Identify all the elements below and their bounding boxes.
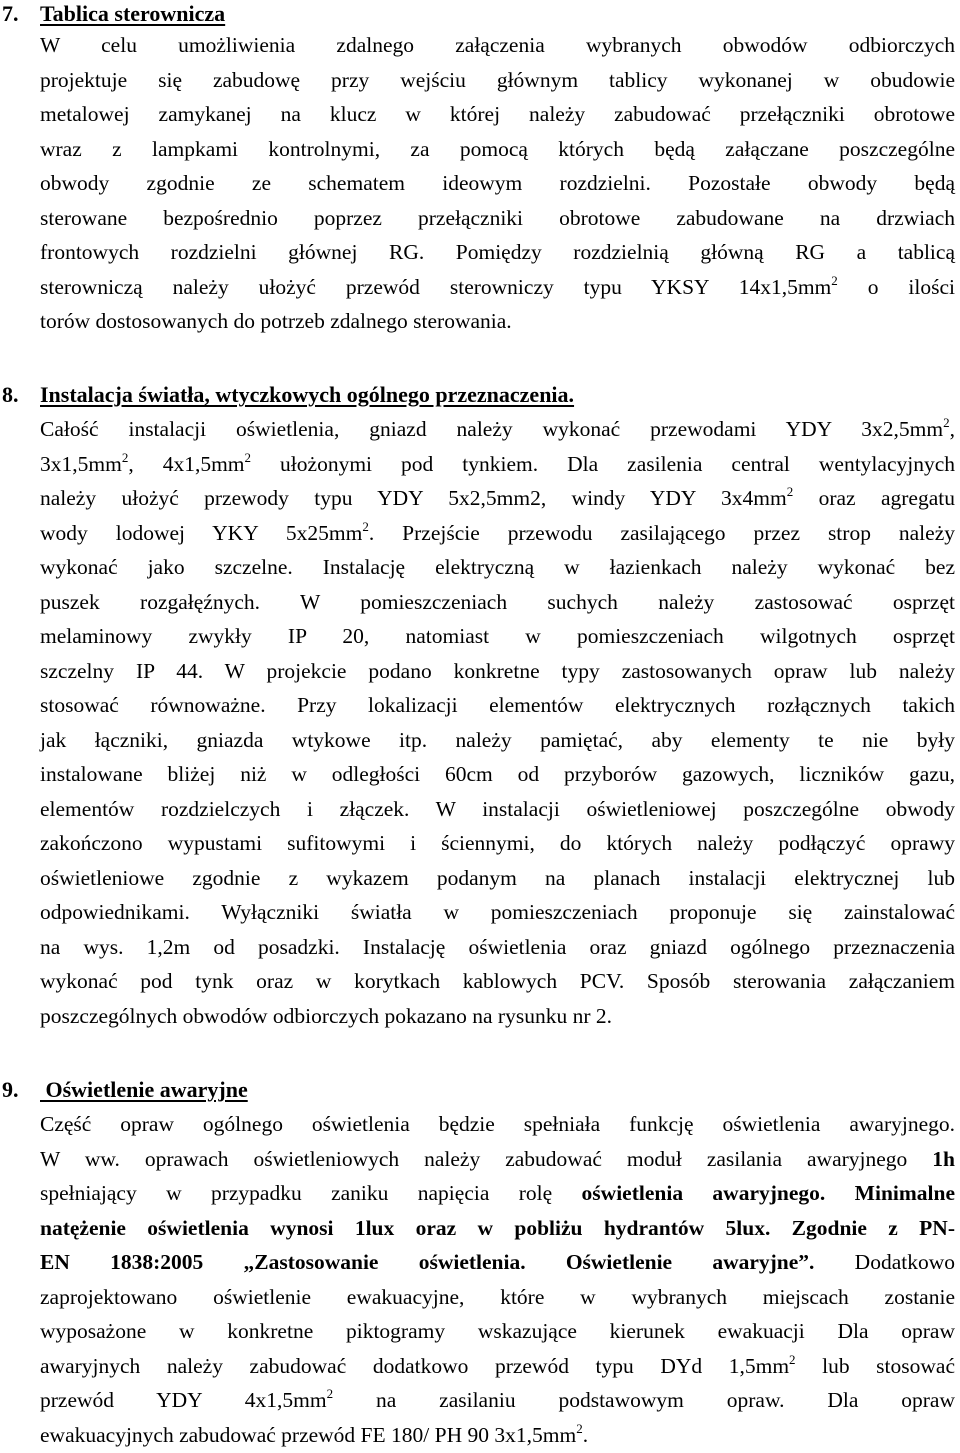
paragraph-line: wraz z lampkami kontrolnymi, za pomocą których będą załączane poszczególne (40, 136, 955, 161)
paragraph-line: W ww. oprawach oświetleniowych należy zabudować moduł zasilania awaryjnego 1h (40, 1146, 955, 1171)
paragraph-line: spełniający w przypadku zaniku napięcia rolę oświetlenia awaryjnego. Minimalne (40, 1181, 956, 1205)
paragraph-line: oświetleniowe zgodnie z wykazem podanym na planach instalacji elektrycznej lub (40, 865, 955, 890)
paragraph-line: sterowniczą należy ułożyć przewód sterowniczy typu YKSY $14x1,5mm^2$ o ilości (40, 272, 955, 299)
paragraph-line: zaprojektowano oświetlenie ewakuacyjne, które w wybranych miejscach zostanie (40, 1284, 955, 1309)
section-title: Instalacja światła, wtyczkowych ogólnego przeznaczenia. (40, 382, 575, 407)
paragraph-line: $3x1,5mm^2$, $4x1,5mm^2$ ułożonymi pod tynkiem. Dla zasilenia central wentylacyjnych (40, 449, 956, 476)
section-heading (0, 1077, 960, 1103)
paragraph-line: melaminowy zwykły IP 20, natomiast w pomieszczeniach wilgotnych osprzęt (40, 624, 955, 648)
section-number: 7. (2, 1, 19, 26)
section-number: 9. (2, 1077, 19, 1102)
paragraph-line: W celu umożliwienia zdalnego załączenia wybranych obwodów odbiorczych (40, 33, 955, 57)
section-body (40, 412, 955, 1033)
paragraph-line: obwody zgodnie ze schematem ideowym rozdzielni. Pozostałe obwody będą (40, 171, 955, 195)
paragraph-line: puszek rozgałęźnych. W pomieszczeniach suchych należy zastosować osprzęt (40, 589, 955, 614)
paragraph-line: metalowej zamykanej na klucz w której należy zabudować przełączniki obrotowe (40, 102, 955, 126)
section-body (40, 28, 955, 339)
paragraph-line: torów dostosowanych do potrzeb zdalnego sterowania. (40, 309, 512, 333)
paragraph-line: wyposażone w konkretne piktogramy wskazujące kierunek ewakuacji Dla opraw (40, 1319, 955, 1343)
paragraph-line: jak łączniki, gniazda wtykowe itp. należy pamiętać, aby elementy te nie były (40, 727, 955, 752)
section-heading (0, 382, 960, 408)
paragraph-line: instalowane bliżej niż w odległości 60cm od przyborów gazowych, liczników gazu, (40, 762, 955, 786)
paragraph-line: stosować równoważne. Przy lokalizacji elementów elektrycznych rozłącznych takich (40, 693, 955, 717)
paragraph-line: elementów rozdzielczych i złączek. W instalacji oświetleniowej poszczególne obwody (40, 796, 955, 821)
paragraph-line: projektuje się zabudowę przy wejściu głównym tablicy wykonanej w obudowie (40, 67, 955, 92)
paragraph-line: wykonać jako szczelne. Instalację elektryczną w łazienkach należy wykonać bez (40, 555, 955, 579)
paragraph-line: EN 1838:2005 „Zastosowanie oświetlenia. Oświetlenie awaryjne”. Dodatkowo (40, 1250, 955, 1274)
paragraph-line: wykonać pod tynk oraz w korytkach kablowych PCV. Sposób sterowania załączaniem (40, 969, 955, 993)
paragraph-line: Całość instalacji oświetlenia, gniazd należy wykonać przewodami YDY $3x2,5mm^2$, (40, 415, 955, 441)
section-number: 8. (2, 382, 19, 407)
paragraph-line: odpowiednikami. Wyłączniki światła w pomieszczeniach proponuje się zainstalować (40, 900, 955, 924)
paragraph-line: poszczególnych obwodów odbiorczych pokazano na rysunku nr 2. (40, 1003, 612, 1028)
paragraph-line: natężenie oświetlenia wynosi 1lux oraz w pobliżu hydrantów 5lux. Zgodnie z PN- (40, 1215, 955, 1240)
paragraph-line: szczelny IP 44. W projekcie podano konkretne typy zastosowanych opraw lub należy (40, 658, 955, 683)
paragraph-line: należy ułożyć przewody typu YDY 5x2,5mm2, windy YDY $3x4mm^2$ oraz agregatu (40, 484, 955, 510)
paragraph-line: ewakuacyjnych zabudować przewód FE 180/ PH 90 $3x1,5mm^2$. (40, 1420, 589, 1447)
section-title: Tablica sterownicza (40, 1, 226, 26)
paragraph-line: zakończono wypustami sufitowymi i ściennymi, do których należy podłączyć oprawy (40, 831, 955, 855)
paragraph-line: awaryjnych należy zabudować dodatkowo przewód typu DYd $1,5mm^2$ lub stosować (40, 1351, 955, 1378)
section-body (40, 1107, 955, 1452)
paragraph-line: sterowane bezpośrednio poprzez przełączniki obrotowe zabudowane na drzwiach (40, 205, 955, 230)
paragraph-line: przewód YDY $4x1,5mm^2$ na zasilaniu podstawowym opraw. Dla opraw (40, 1386, 955, 1412)
paragraph-line: wody lodowej YKY $5x25mm^2$. Przejście przewodu zasilającego przez strop należy (40, 518, 955, 545)
paragraph-line: na wys. 1,2m od posadzki. Instalację oświetlenia oraz gniazd ogólnego przeznaczenia (40, 934, 955, 959)
section-title: Oświetlenie awaryjne (45, 1077, 248, 1102)
section-heading (0, 1, 960, 27)
paragraph-line: frontowych rozdzielni głównej RG. Pomiędzy rozdzielnią główną RG a tablicą (40, 240, 955, 264)
paragraph-line: Część opraw ogólnego oświetlenia będzie spełniała funkcję oświetlenia awaryjnego. (40, 1112, 955, 1136)
